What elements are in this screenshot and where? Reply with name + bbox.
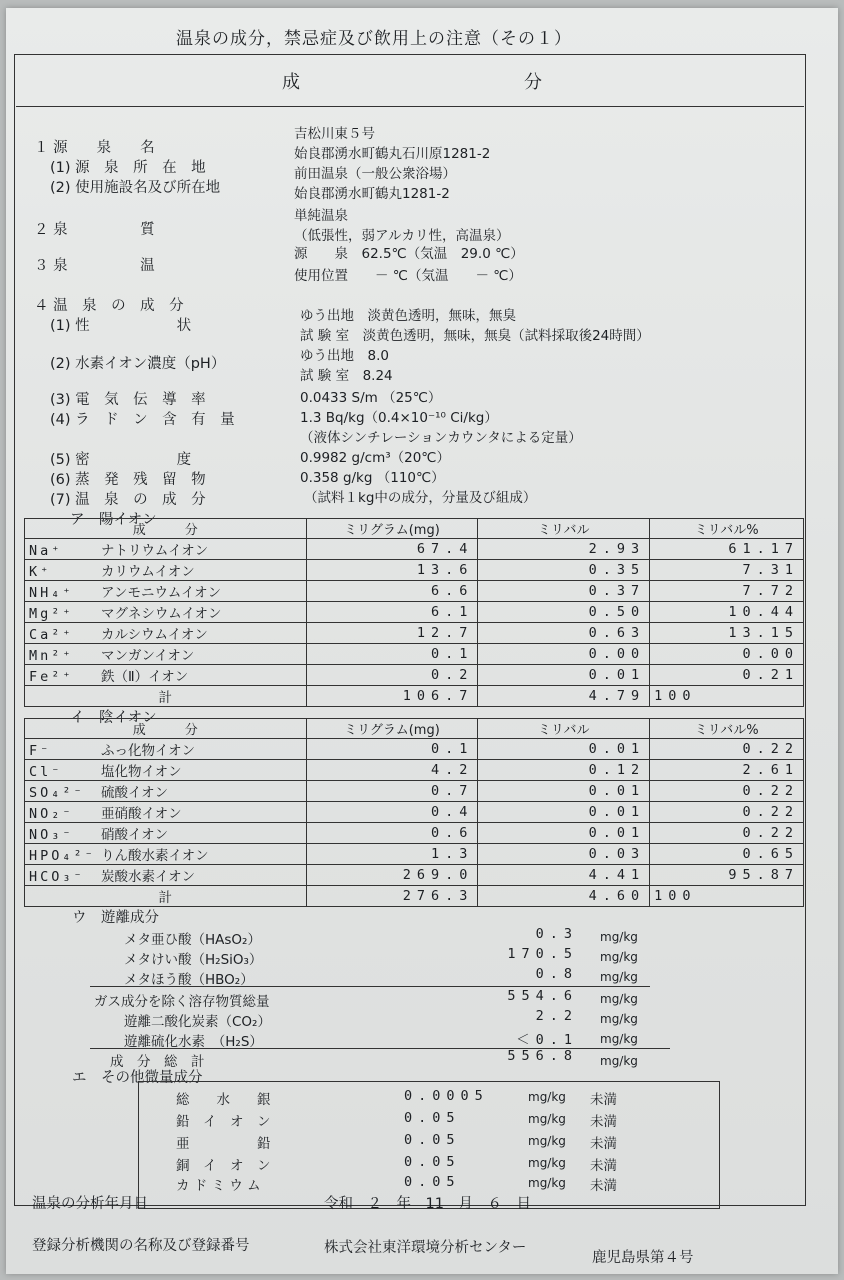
- constituents-label: (7) 温 泉 の 成 分: [50, 492, 206, 508]
- ion-symbol: F⁻: [29, 743, 52, 759]
- trace-item-unit: mg/kg: [528, 1112, 566, 1126]
- ion-name: りん酸水素イオン: [101, 848, 209, 864]
- ion-symbol: Ca²⁺: [29, 627, 74, 643]
- ion-row: [25, 560, 804, 581]
- ion-row: [25, 865, 804, 886]
- trace-item-note: 未満: [590, 1136, 617, 1152]
- ion-symbol: NH₄⁺: [29, 585, 74, 601]
- ion-row: [25, 781, 804, 802]
- anion-header-row: [25, 719, 804, 739]
- section-title-right: 分: [524, 72, 542, 93]
- ion-mval-pct: 13.15: [650, 623, 804, 644]
- free-item-unit: mg/kg: [600, 970, 638, 984]
- trace-item-value: 0.05: [404, 1154, 461, 1170]
- ion-mg: 0.4: [306, 802, 478, 823]
- ion-mg: 6.6: [306, 581, 478, 602]
- ion-component: [25, 865, 307, 886]
- ion-symbol: Mg²⁺: [29, 606, 74, 622]
- density-label: (5) 密 度: [50, 452, 192, 468]
- conductivity-label: (3) 電 気 伝 導 率: [50, 392, 206, 408]
- facility-label: (2) 使用施設名及び所在地: [50, 180, 221, 196]
- anion-table: [24, 718, 804, 907]
- ion-symbol: Na⁺: [29, 543, 63, 559]
- ion-total-label: 計: [25, 686, 307, 707]
- ion-mval: 0.50: [478, 602, 650, 623]
- ion-symbol: HPO₄²⁻: [29, 848, 96, 864]
- col-mval-pct: ミリバル%: [650, 719, 804, 739]
- trace-item-note: 未満: [590, 1114, 617, 1130]
- trace-item-note: 未満: [590, 1092, 617, 1108]
- gas-item-value: 2.2: [535, 1008, 578, 1024]
- divider: [90, 1048, 670, 1049]
- ion-symbol: Mn²⁺: [29, 648, 74, 664]
- ion-row: [25, 644, 804, 665]
- trace-item-unit: mg/kg: [528, 1176, 566, 1190]
- ion-name: ふっ化物イオン: [101, 743, 196, 759]
- free-item-value: 170.5: [507, 946, 578, 962]
- section-title-left: 成: [282, 72, 300, 93]
- ion-row: [25, 760, 804, 781]
- dissolved-total-name: ガス成分を除く溶存物質総量: [94, 994, 270, 1010]
- ion-component: [25, 602, 307, 623]
- agency-name: 株式会社東洋環境分析センター: [324, 1240, 527, 1256]
- source-name: 吉松川東５号: [294, 126, 375, 142]
- trace-item-name: 鉛 イ オ ン: [176, 1114, 271, 1130]
- free-item-name: メタほう酸（HBO₂）: [124, 972, 254, 988]
- temperature-label: ３ 泉 温: [34, 258, 155, 274]
- quality-label: ２ 泉 質: [34, 222, 155, 238]
- ion-name: ナトリウムイオン: [101, 543, 209, 559]
- ion-mval: 0.01: [478, 739, 650, 760]
- ion-symbol: Fe²⁺: [29, 669, 74, 685]
- cation-header-row: [25, 519, 804, 539]
- trace-item-unit: mg/kg: [528, 1090, 566, 1104]
- ion-mval-pct: 0.21: [650, 665, 804, 686]
- free-item-value: 0.3: [535, 926, 578, 942]
- free-section-label: ウ 遊離成分: [72, 910, 159, 926]
- ion-component: [25, 823, 307, 844]
- ion-symbol: HCO₃⁻: [29, 869, 85, 885]
- ion-name: 炭酸水素イオン: [101, 869, 196, 885]
- free-item-unit: mg/kg: [600, 950, 638, 964]
- ion-name: マンガンイオン: [101, 648, 195, 664]
- ion-component: [25, 581, 307, 602]
- ion-mval: 0.01: [478, 823, 650, 844]
- free-item-value: 0.8: [535, 966, 578, 982]
- grand-total-unit: mg/kg: [600, 1054, 638, 1068]
- ion-mval-pct: 0.00: [650, 644, 804, 665]
- gas-item-name: 遊離硫化水素 （H₂S）: [124, 1034, 263, 1050]
- facility-address: 始良郡湧水町鶴丸1281-2: [294, 186, 450, 202]
- trace-item-value: 0.05: [404, 1110, 461, 1126]
- ion-mval-pct: 7.72: [650, 581, 804, 602]
- cation-table: [24, 518, 804, 707]
- ion-mval-pct: 0.22: [650, 739, 804, 760]
- ion-mval: 0.01: [478, 802, 650, 823]
- ion-name: カリウムイオン: [101, 564, 195, 580]
- ion-component: [25, 644, 307, 665]
- trace-item-note: 未満: [590, 1178, 617, 1194]
- free-item-unit: mg/kg: [600, 930, 638, 944]
- col-mval: ミリバル: [478, 719, 650, 739]
- density-value: 0.9982 g/cm³（20℃）: [300, 450, 450, 466]
- col-mval: ミリバル: [478, 519, 650, 539]
- temperature-use: 使用位置 － ℃（気温 － ℃）: [294, 268, 522, 284]
- ion-mval: 0.37: [478, 581, 650, 602]
- ion-name: カルシウムイオン: [101, 627, 208, 643]
- ion-row: [25, 802, 804, 823]
- ph-spring: ゆう出地 8.0: [300, 348, 389, 364]
- ion-name: 塩化物イオン: [101, 764, 182, 780]
- ion-mval-pct: 7.31: [650, 560, 804, 581]
- ion-mval-pct: 10.44: [650, 602, 804, 623]
- ion-row: [25, 623, 804, 644]
- ion-row: [25, 665, 804, 686]
- trace-item-note: 未満: [590, 1158, 617, 1174]
- trace-item-unit: mg/kg: [528, 1156, 566, 1170]
- section-heading: [16, 56, 804, 107]
- trace-item-name: カ ド ミ ウ ム: [176, 1178, 261, 1194]
- ion-mg: 0.1: [306, 739, 478, 760]
- free-item-name: メタけい酸（H₂SiO₃）: [124, 952, 263, 968]
- property-label: (1) 性 状: [50, 318, 192, 334]
- ion-mg: 269.0: [306, 865, 478, 886]
- ion-mval-pct: 95.87: [650, 865, 804, 886]
- ion-mval: 2.93: [478, 539, 650, 560]
- ion-component: [25, 560, 307, 581]
- ion-symbol: K⁺: [29, 564, 52, 580]
- source-location: 始良郡湧水町鶴丸石川原1281-2: [294, 146, 491, 162]
- ion-mval-pct: 0.22: [650, 781, 804, 802]
- anion-section-label: イ 陰イオン: [70, 710, 157, 726]
- ion-row: [25, 739, 804, 760]
- ion-symbol: Cl⁻: [29, 764, 63, 780]
- radon-label: (4) ラ ド ン 含 有 量: [50, 412, 235, 428]
- ion-mg: 1.3: [306, 844, 478, 865]
- ion-row: [25, 539, 804, 560]
- ion-symbol: NO₂⁻: [29, 806, 74, 822]
- trace-item-value: 0.05: [404, 1174, 461, 1190]
- trace-item-value: 0.0005: [404, 1088, 489, 1104]
- ion-name: 亜硝酸イオン: [101, 806, 182, 822]
- residue-value: 0.358 g/kg （110℃）: [300, 470, 445, 486]
- ion-mval: 4.41: [478, 865, 650, 886]
- ion-total-pct: 100: [650, 686, 804, 707]
- trace-item-unit: mg/kg: [528, 1134, 566, 1148]
- ion-name: マグネシウムイオン: [101, 606, 222, 622]
- radon-note: （液体シンチレーションカウンタによる定量）: [300, 430, 582, 446]
- grand-total-value: 556.8: [507, 1048, 578, 1064]
- agency-registration: 鹿児島県第４号: [592, 1250, 694, 1266]
- gas-item-name: 遊離二酸化炭素（CO₂）: [124, 1014, 271, 1030]
- facility-name: 前田温泉（一般公衆浴場）: [294, 166, 456, 182]
- dissolved-total-value: 554.6: [507, 988, 578, 1004]
- ion-mval: 0.63: [478, 623, 650, 644]
- ion-mval: 0.01: [478, 781, 650, 802]
- ion-name: 硝酸イオン: [101, 827, 169, 843]
- ion-mval-pct: 61.17: [650, 539, 804, 560]
- col-mg: ミリグラム(mg): [306, 519, 478, 539]
- ion-mg: 0.7: [306, 781, 478, 802]
- ion-mval-pct: 0.22: [650, 802, 804, 823]
- ion-mval-pct: 2.61: [650, 760, 804, 781]
- trace-item-name: 総 水 銀: [176, 1092, 271, 1108]
- ion-mg: 4.2: [306, 760, 478, 781]
- ion-name: アンモニウムイオン: [101, 585, 222, 601]
- property-lab: 試 験 室 淡黄色透明，無味，無臭（試料採取後24時間）: [300, 328, 650, 344]
- col-component: 成 分: [25, 719, 307, 739]
- ion-component: [25, 781, 307, 802]
- ion-component: [25, 739, 307, 760]
- anion-rows: [25, 739, 804, 907]
- ion-mval-pct: 0.65: [650, 844, 804, 865]
- ion-mval: 0.00: [478, 644, 650, 665]
- agency-label: 登録分析機関の名称及び登録番号: [32, 1238, 250, 1254]
- source-name-label: １ 源 泉 名: [34, 140, 155, 156]
- ion-mval-pct: 0.22: [650, 823, 804, 844]
- ion-component: [25, 802, 307, 823]
- ion-name: 鉄（Ⅱ）イオン: [101, 669, 189, 685]
- grand-total-name: 成 分 総 計: [110, 1054, 205, 1070]
- ion-total-mval: 4.79: [478, 686, 650, 707]
- trace-item-value: 0.05: [404, 1132, 461, 1148]
- gas-item-value: ＜0.1: [516, 1032, 578, 1048]
- cation-section-label: ア 陽イオン: [70, 512, 157, 528]
- ion-component: [25, 539, 307, 560]
- ion-row: [25, 823, 804, 844]
- ion-name: 硫酸イオン: [101, 785, 169, 801]
- ion-row: [25, 844, 804, 865]
- free-item-name: メタ亜ひ酸（HAsO₂）: [124, 932, 261, 948]
- ion-mg: 0.6: [306, 823, 478, 844]
- ion-total-mval: 4.60: [478, 886, 650, 907]
- trace-item-name: 亜 鉛: [176, 1136, 271, 1152]
- ion-mval: 0.35: [478, 560, 650, 581]
- gas-item-unit: mg/kg: [600, 1012, 638, 1026]
- col-mval-pct: ミリバル%: [650, 519, 804, 539]
- ion-symbol: SO₄²⁻: [29, 785, 85, 801]
- ph-label: (2) 水素イオン濃度（pH）: [50, 356, 226, 372]
- ion-row: [25, 581, 804, 602]
- ion-mg: 6.1: [306, 602, 478, 623]
- conductivity-value: 0.0433 S/m （25℃）: [300, 390, 442, 406]
- document-title: 温泉の成分，禁忌症及び飲用上の注意（その１）: [176, 29, 572, 49]
- ion-mval: 0.03: [478, 844, 650, 865]
- trace-item-name: 銅 イ オ ン: [176, 1158, 271, 1174]
- ion-component: [25, 844, 307, 865]
- ion-total-row: [25, 686, 804, 707]
- ion-mval: 0.12: [478, 760, 650, 781]
- radon-value: 1.3 Bq/kg（0.4×10⁻¹⁰ Ci/kg）: [300, 410, 498, 426]
- residue-label: (6) 蒸 発 残 留 物: [50, 472, 206, 488]
- ion-component: [25, 760, 307, 781]
- ion-mg: 12.7: [306, 623, 478, 644]
- ion-mg: 0.2: [306, 665, 478, 686]
- ion-component: [25, 665, 307, 686]
- ion-total-mg: 276.3: [306, 886, 478, 907]
- divider: [90, 986, 650, 987]
- dissolved-total-unit: mg/kg: [600, 992, 638, 1006]
- quality-note: （低張性，弱アルカリ性，高温泉）: [294, 228, 510, 244]
- ion-total-label: 計: [25, 886, 307, 907]
- property-spring: ゆう出地 淡黄色透明，無味，無臭: [300, 308, 516, 324]
- analysis-date-label: 温泉の分析年月日: [32, 1196, 148, 1212]
- ion-total-row: [25, 886, 804, 907]
- document-sheet: [6, 8, 838, 1274]
- gas-item-unit: mg/kg: [600, 1032, 638, 1046]
- source-location-label: (1) 源 泉 所 在 地: [50, 160, 206, 176]
- analysis-date: 令和 ２ 年 11 月 ６ 日: [324, 1196, 531, 1212]
- ion-total-mg: 106.7: [306, 686, 478, 707]
- ion-symbol: NO₃⁻: [29, 827, 74, 843]
- quality-value: 単純温泉: [294, 208, 348, 224]
- ion-row: [25, 602, 804, 623]
- trace-section-label: エ その他微量成分: [72, 1070, 203, 1086]
- ion-mval: 0.01: [478, 665, 650, 686]
- constituents-note: （試料１kg中の成分，分量及び組成）: [304, 490, 537, 506]
- components-label: ４ 温 泉 の 成 分: [34, 298, 184, 314]
- ph-lab: 試 験 室 8.24: [300, 368, 393, 384]
- ion-component: [25, 623, 307, 644]
- col-mg: ミリグラム(mg): [306, 719, 478, 739]
- cation-rows: [25, 539, 804, 707]
- ion-total-pct: 100: [650, 886, 804, 907]
- ion-mg: 67.4: [306, 539, 478, 560]
- ion-mg: 0.1: [306, 644, 478, 665]
- ion-mg: 13.6: [306, 560, 478, 581]
- col-component: 成 分: [25, 519, 307, 539]
- temperature-source: 源 泉 62.5℃（気温 29.0 ℃）: [294, 246, 524, 262]
